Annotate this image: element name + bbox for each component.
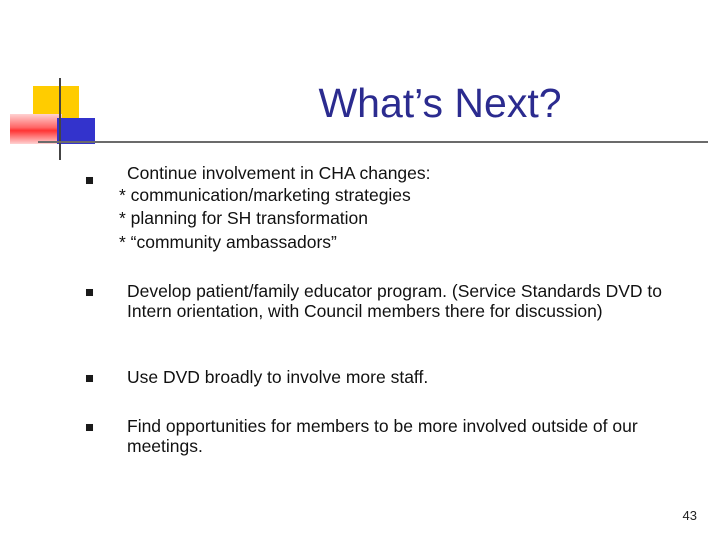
sub-item-1: * communication/marketing strategies (119, 185, 411, 205)
slide-title: What’s Next? (318, 80, 562, 126)
title-divider-line (38, 141, 708, 143)
page-number: 43 (682, 508, 697, 523)
bullet-item-2: Develop patient/family educator program. (Service Standards DVD to Intern orientation, with Council members there for discussion) (127, 281, 662, 321)
bullet-item-3: Use DVD broadly to involve more staff. (127, 367, 429, 387)
square-bullet-icon (86, 289, 93, 296)
sub-item-3: * “community ambassadors” (119, 232, 337, 252)
square-bullet-icon (86, 424, 93, 431)
logo-red-bar (10, 114, 62, 144)
bullet-item-1: Continue involvement in CHA changes: (127, 163, 431, 183)
square-bullet-icon (86, 177, 93, 184)
bullet-item-4: Find opportunities for members to be more involved outside of our meetings. (127, 416, 638, 456)
square-bullet-icon (86, 375, 93, 382)
logo-vertical-line (59, 78, 61, 160)
sub-item-2: * planning for SH transformation (119, 208, 369, 228)
